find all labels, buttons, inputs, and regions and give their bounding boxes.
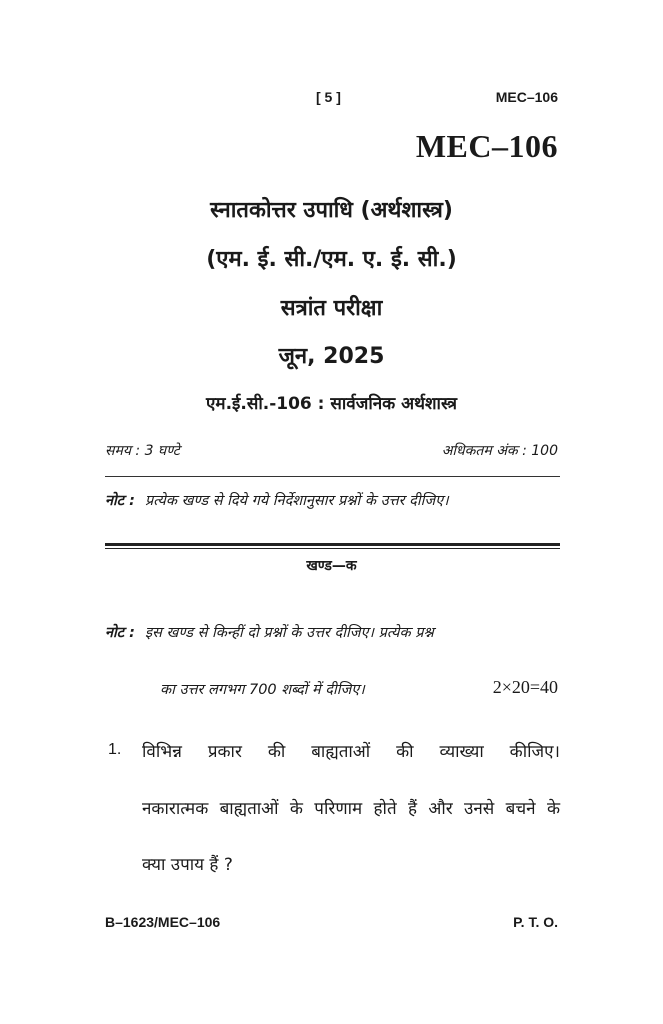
question-text-line2: नकारात्मक बाह्यताओं के परिणाम होते हैं और उनसे बचने के (142, 799, 560, 819)
maximum-marks: अधिकतम अंक : 100 (441, 443, 558, 459)
exam-title: सत्रांत परीक्षा (280, 296, 383, 321)
section-note (105, 622, 434, 642)
page-number: [ 5 ] (316, 89, 341, 105)
course-code-header: MEC–106 (495, 89, 558, 105)
section-note-line1: इस खण्ड से किन्हीं दो प्रश्नों के उत्तर दीजिए। प्रत्येक प्रश्न (144, 625, 434, 641)
course-code-title: MEC–106 (415, 128, 558, 164)
section-marks: 2×20=40 (492, 677, 558, 697)
note-text: प्रत्येक खण्ड से दिये गये निर्देशानुसार प्रश्नों के उत्तर दीजिए। (144, 493, 449, 509)
question-number: 1. (108, 741, 122, 758)
please-turn-over: P. T. O. (513, 914, 558, 930)
degree-title: स्नातकोत्तर उपाधि (अर्थशास्त्र) (210, 198, 453, 223)
section-note-label: नोट : (105, 625, 135, 641)
footer-code: B–1623/MEC–106 (105, 914, 221, 930)
section-title: खण्ड—क (306, 558, 357, 574)
question-text-line3: क्या उपाय हैं ? (142, 855, 233, 875)
note-label: नोट : (105, 493, 135, 509)
session-title: जून, 2025 (278, 344, 385, 369)
general-note (105, 490, 449, 510)
time-allowed: समय : 3 घण्टे (105, 443, 180, 459)
section-note-line2: का उत्तर लगभग 700 शब्दों में दीजिए। (160, 682, 365, 698)
double-divider-line (105, 543, 560, 549)
paper-title: एम.ई.सी.-106 : सार्वजनिक अर्थशास्त्र (206, 394, 457, 414)
question-text-line1: विभिन्न प्रकार की बाह्यताओं की व्याख्या कीजिए। (142, 742, 560, 762)
divider-line (105, 476, 560, 477)
programme-title: (एम. ई. सी./एम. ए. ई. सी.) (206, 247, 457, 272)
